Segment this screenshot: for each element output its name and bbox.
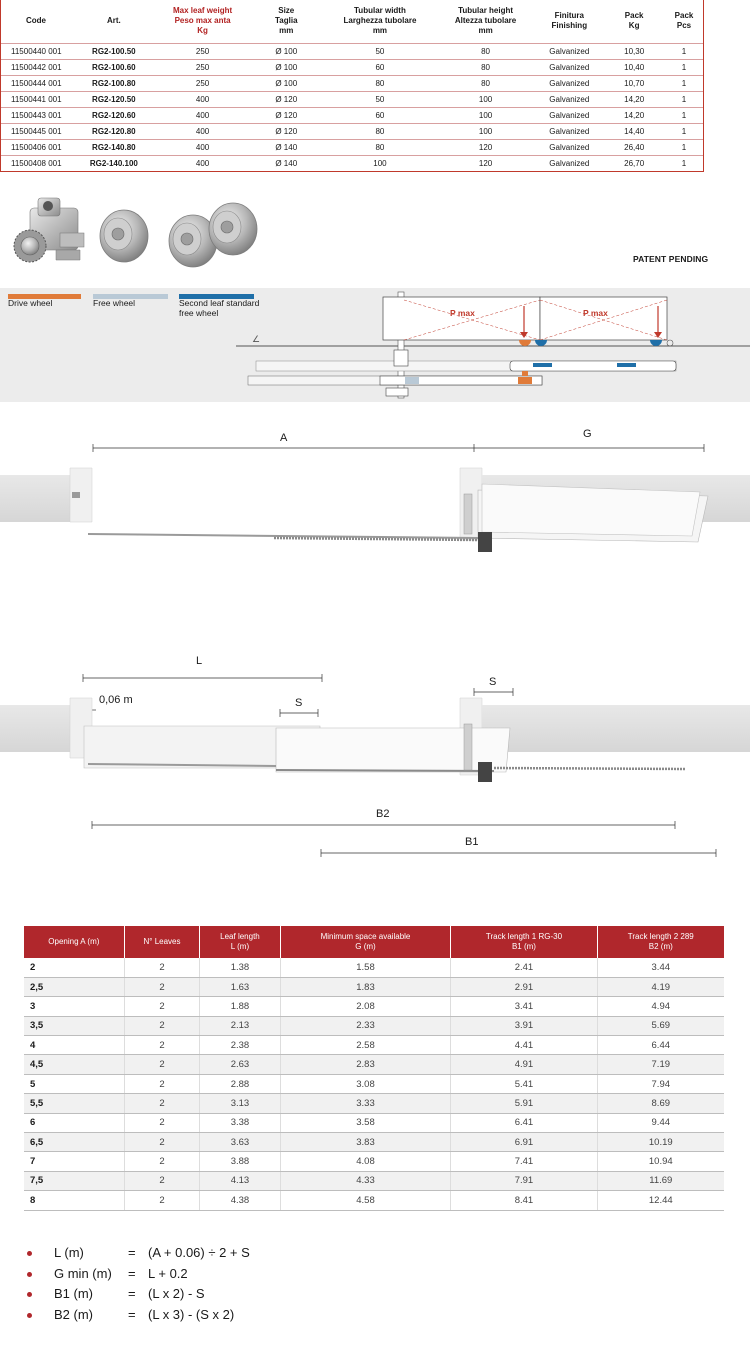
product-cell: 80	[324, 75, 436, 91]
opening-row	[24, 977, 724, 996]
product-cell: 26,40	[603, 139, 665, 155]
opening-row	[24, 1094, 724, 1113]
product-cell: 14,20	[603, 107, 665, 123]
opening-col-header-line: N° Leaves	[143, 937, 181, 946]
product-table	[0, 0, 704, 172]
opening-cell: 3.88	[200, 1152, 280, 1171]
opening-cell: 2.38	[200, 1036, 280, 1055]
drive-wheel-label: Drive wheel	[8, 298, 53, 308]
drive-wheel-marker	[519, 340, 531, 346]
opening-col-header-line: B1 (m)	[511, 942, 536, 951]
product-row	[1, 139, 703, 155]
product-row	[1, 107, 703, 123]
opening-cell: 3.33	[280, 1094, 451, 1113]
product-cell: Ø 120	[248, 91, 324, 107]
gate-schematic	[0, 288, 750, 402]
opening-cell: 3.41	[451, 997, 597, 1016]
opening-cell: 2	[124, 1036, 200, 1055]
opening-cell: 3.83	[280, 1133, 451, 1152]
opening-cell: 4.94	[597, 997, 724, 1016]
formula-row	[24, 1266, 424, 1287]
product-cell: Galvanized	[535, 43, 603, 59]
opening-cell: 2	[124, 1113, 200, 1132]
product-col-header-line: Tubular height	[458, 6, 514, 16]
product-col-header-line: Pcs	[676, 21, 692, 31]
product-cell: Galvanized	[535, 107, 603, 123]
product-cell: 1	[665, 59, 703, 75]
product-cell: 11500440 001	[1, 43, 71, 59]
product-cell: 1	[665, 107, 703, 123]
product-cell: 11500444 001	[1, 75, 71, 91]
pmax-label-1: P max	[450, 308, 475, 318]
left-wall	[0, 475, 70, 522]
leaf-2	[540, 297, 667, 340]
product-row	[1, 59, 703, 75]
formula-eq: =	[128, 1286, 136, 1301]
product-cell: RG2-100.80	[71, 75, 157, 91]
open-gate-diagram	[0, 650, 750, 860]
patent-pending-label: PATENT PENDING	[633, 254, 709, 264]
opening-col-header-line: Track length 1 RG-30	[485, 932, 563, 941]
product-col-header-line: Tubular width	[354, 6, 406, 16]
opening-cell: 3.58	[280, 1113, 451, 1132]
opening-cell: 9.44	[597, 1113, 724, 1132]
opening-cell: 3.63	[200, 1133, 280, 1152]
formula-eq: =	[128, 1306, 136, 1322]
formula-list	[24, 1245, 424, 1327]
product-table-header	[1, 0, 703, 43]
opening-cell: 2.91	[451, 977, 597, 996]
opening-cell: 2	[124, 1016, 200, 1035]
product-cell: 250	[157, 43, 249, 59]
opening-row	[24, 1016, 724, 1035]
product-images-svg	[0, 188, 750, 288]
formula-row	[24, 1245, 424, 1266]
opening-cell: 2	[124, 997, 200, 1016]
product-cell: Galvanized	[535, 75, 603, 91]
opening-cell: 7	[24, 1152, 124, 1171]
opening-cell: 4.58	[280, 1191, 451, 1210]
formula-rhs: (L x 3) - (S x 2)	[148, 1306, 235, 1322]
product-cell: 60	[324, 59, 436, 75]
dim-label-s-right: S	[489, 676, 497, 688]
product-cell: Galvanized	[535, 139, 603, 155]
product-cell: 80	[436, 43, 536, 59]
product-cell: 400	[157, 123, 249, 139]
bullet-icon	[27, 1313, 32, 1318]
opening-cell: 8	[24, 1191, 124, 1210]
product-col-header	[1, 0, 71, 43]
opening-cell: 11.69	[597, 1171, 724, 1190]
opening-cell: 4.91	[451, 1055, 597, 1074]
opening-cell: 4.08	[280, 1152, 451, 1171]
product-col-header-line: Finishing	[551, 21, 588, 31]
opening-cell: 3	[24, 997, 124, 1016]
product-cell: RG2-120.50	[71, 91, 157, 107]
product-cell: 10,70	[603, 75, 665, 91]
product-cell: Ø 100	[248, 43, 324, 59]
product-col-header-line: Larghezza tubolare	[343, 16, 417, 26]
opening-cell: 2	[124, 977, 200, 996]
formula-eq: =	[128, 1265, 136, 1281]
product-col-header	[324, 0, 436, 43]
formula-lhs: L (m)	[54, 1245, 84, 1260]
opening-cell: 5.69	[597, 1016, 724, 1035]
formula-row	[24, 1307, 424, 1328]
product-cell: 11500442 001	[1, 59, 71, 75]
opening-cell: 4.38	[200, 1191, 280, 1210]
drive-wheel-assembly-image	[14, 198, 84, 262]
opening-col-header	[24, 926, 124, 958]
opening-col-header-line: Minimum space available	[320, 932, 411, 941]
opening-cell: 7.91	[451, 1171, 597, 1190]
product-cell: 80	[324, 123, 436, 139]
opening-table	[24, 926, 724, 1211]
opening-cell: 4,5	[24, 1055, 124, 1074]
opening-cell: 6.91	[451, 1133, 597, 1152]
opening-row	[24, 1133, 724, 1152]
opening-cell: 2	[124, 1152, 200, 1171]
opening-cell: 2.88	[200, 1074, 280, 1093]
opening-cell: 2	[124, 1055, 200, 1074]
opening-cell: 7,5	[24, 1171, 124, 1190]
opening-cell: 8.69	[597, 1094, 724, 1113]
product-col-header-line: Peso max anta	[174, 16, 231, 26]
product-cell: 1	[665, 43, 703, 59]
formula-row	[24, 1286, 424, 1307]
product-cell: 10,30	[603, 43, 665, 59]
product-col-header-line: Size	[278, 6, 295, 16]
product-col-header	[248, 0, 324, 43]
opening-cell: 3.13	[200, 1094, 280, 1113]
opening-col-header-line: B2 (m)	[648, 942, 673, 951]
product-col-header	[665, 0, 703, 43]
product-cell: Ø 140	[248, 139, 324, 155]
product-col-header-line: Art.	[106, 16, 121, 26]
product-cell: Galvanized	[535, 59, 603, 75]
formula-rhs: (L x 2) - S	[148, 1286, 205, 1301]
product-row	[1, 43, 703, 59]
free-wheel-label: Free wheel	[93, 298, 136, 308]
legend-band	[0, 288, 750, 402]
product-cell: 11500443 001	[1, 107, 71, 123]
product-col-header	[157, 0, 249, 43]
product-images	[0, 188, 750, 288]
opening-cell: 2.83	[280, 1055, 451, 1074]
product-col-header-line: Pack	[674, 11, 694, 21]
right-wall	[704, 475, 750, 522]
opening-cell: 2	[124, 1191, 200, 1210]
product-cell: 10,40	[603, 59, 665, 75]
formula-lhs: B2 (m)	[54, 1306, 93, 1322]
product-cell: 1	[665, 91, 703, 107]
product-cell: 11500406 001	[1, 139, 71, 155]
product-row	[1, 75, 703, 91]
svg-text:∠: ∠	[252, 334, 261, 344]
product-col-header	[436, 0, 536, 43]
product-cell: Galvanized	[535, 123, 603, 139]
product-cell: RG2-100.50	[71, 43, 157, 59]
opening-col-header-line: Opening A (m)	[48, 937, 100, 946]
product-cell: 250	[157, 75, 249, 91]
opening-cell: 5,5	[24, 1094, 124, 1113]
leaf-1	[383, 297, 540, 340]
opening-cell: 4.13	[200, 1171, 280, 1190]
product-col-header-line: mm	[279, 26, 294, 36]
opening-cell: 2	[24, 958, 124, 977]
opening-cell: 3.44	[597, 958, 724, 977]
product-col-header-line: mm	[478, 26, 493, 36]
opening-cell: 7.41	[451, 1152, 597, 1171]
opening-cell: 7.19	[597, 1055, 724, 1074]
opening-cell: 2.41	[451, 958, 597, 977]
product-cell: 120	[436, 155, 536, 171]
product-cell: 11500445 001	[1, 123, 71, 139]
product-cell: 50	[324, 43, 436, 59]
product-cell: 100	[436, 107, 536, 123]
opening-row	[24, 1055, 724, 1074]
opening-cell: 8.41	[451, 1191, 597, 1210]
opening-row	[24, 1171, 724, 1190]
opening-cell: 7.94	[597, 1074, 724, 1093]
product-cell: 100	[324, 155, 436, 171]
dim-label-s-left: S	[295, 697, 303, 709]
opening-cell: 4.41	[451, 1036, 597, 1055]
product-col-header-line: Code	[25, 16, 46, 26]
product-cell: Ø 120	[248, 123, 324, 139]
product-cell: 1	[665, 123, 703, 139]
opening-cell: 5.41	[451, 1074, 597, 1093]
opening-cell: 2	[124, 1094, 200, 1113]
bullet-icon	[27, 1272, 32, 1277]
product-cell: Galvanized	[535, 155, 603, 171]
product-cell: RG2-120.80	[71, 123, 157, 139]
opening-cell: 2.13	[200, 1016, 280, 1035]
opening-cell: 2.08	[280, 997, 451, 1016]
product-cell: 11500408 001	[1, 155, 71, 171]
product-col-header-line: Kg	[628, 21, 640, 31]
product-cell: 80	[436, 75, 536, 91]
product-cell: 400	[157, 155, 249, 171]
opening-cell: 4.19	[597, 977, 724, 996]
opening-col-header-line: G (m)	[355, 942, 376, 951]
motor-unit	[478, 532, 492, 552]
formula-lhs: B1 (m)	[54, 1286, 93, 1301]
opening-cell: 3.38	[200, 1113, 280, 1132]
product-cell: 1	[665, 139, 703, 155]
opening-cell: 1.83	[280, 977, 451, 996]
opening-col-header-line: L (m)	[230, 942, 250, 951]
dim-label-b1: B1	[465, 836, 479, 848]
product-col-header-line: mm	[372, 26, 388, 36]
opening-cell: 10.94	[597, 1152, 724, 1171]
opening-row	[24, 1036, 724, 1055]
opening-row	[24, 1113, 724, 1132]
opening-col-header	[200, 926, 280, 958]
opening-cell: 1.63	[200, 977, 280, 996]
opening-cell: 3.08	[280, 1074, 451, 1093]
product-col-header-line: Taglia	[275, 16, 298, 26]
product-cell: 14,40	[603, 123, 665, 139]
product-cell: Ø 120	[248, 107, 324, 123]
opening-table-header	[24, 926, 724, 958]
opening-cell: 10.19	[597, 1133, 724, 1152]
product-row	[1, 155, 703, 171]
opening-cell: 6	[24, 1113, 124, 1132]
dim-label-l: L	[196, 655, 203, 667]
product-cell: 11500441 001	[1, 91, 71, 107]
opening-cell: 4	[24, 1036, 124, 1055]
product-cell: 60	[324, 107, 436, 123]
product-cell: 80	[324, 139, 436, 155]
product-cell: 1	[665, 75, 703, 91]
opening-cell: 6,5	[24, 1133, 124, 1152]
formula-rhs: (A + 0.06) ÷ 2 + S	[148, 1245, 250, 1260]
dim-label-a: A	[280, 432, 288, 444]
dim-label-g: G	[583, 428, 592, 440]
opening-col-header-line: Leaf length	[220, 932, 260, 941]
product-cell: Galvanized	[535, 91, 603, 107]
product-cell: 120	[436, 139, 536, 155]
opening-cell: 3,5	[24, 1016, 124, 1035]
opening-cell: 12.44	[597, 1191, 724, 1210]
product-col-header	[603, 0, 665, 43]
product-col-header	[535, 0, 603, 43]
opening-cell: 2	[124, 1171, 200, 1190]
product-cell: 26,70	[603, 155, 665, 171]
product-cell: 80	[436, 59, 536, 75]
product-col-header-line: Max leaf weight	[173, 6, 233, 16]
opening-col-header	[124, 926, 200, 958]
opening-col-header	[451, 926, 597, 958]
formula-lhs: G min (m)	[54, 1265, 112, 1281]
product-row	[1, 91, 703, 107]
product-cell: RG2-120.60	[71, 107, 157, 123]
second-leaf-wheel-label: Second leaf standard free wheel	[179, 298, 260, 318]
product-cell: RG2-140.80	[71, 139, 157, 155]
opening-col-header-line: Track length 2 289	[627, 932, 694, 941]
product-cell: RG2-100.60	[71, 59, 157, 75]
opening-row	[24, 1074, 724, 1093]
product-cell: 50	[324, 91, 436, 107]
opening-cell: 6.44	[597, 1036, 724, 1055]
product-col-header-line: Pack	[624, 11, 644, 21]
opening-cell: 2	[124, 958, 200, 977]
opening-row	[24, 997, 724, 1016]
opening-cell: 6.41	[451, 1113, 597, 1132]
opening-cell: 2	[124, 1133, 200, 1152]
free-wheel-image	[100, 210, 148, 262]
product-cell: Ø 100	[248, 59, 324, 75]
open-leaf-2	[276, 728, 510, 772]
product-cell: 400	[157, 107, 249, 123]
product-cell: 100	[436, 123, 536, 139]
opening-cell: 5	[24, 1074, 124, 1093]
product-col-header	[71, 0, 157, 43]
opening-row	[24, 1152, 724, 1171]
dim-label-b2: B2	[376, 808, 390, 820]
product-col-header-line: Kg	[197, 26, 208, 36]
opening-cell: 4.33	[280, 1171, 451, 1190]
opening-col-header	[597, 926, 724, 958]
opening-cell: 3.91	[451, 1016, 597, 1035]
opening-cell: 2.63	[200, 1055, 280, 1074]
opening-cell: 1.88	[200, 997, 280, 1016]
bullet-icon	[27, 1292, 32, 1297]
opening-row	[24, 1191, 724, 1210]
free-wheel-marker-2	[650, 340, 662, 346]
formula-rhs: L + 0.2	[148, 1265, 188, 1281]
product-cell: Ø 100	[248, 75, 324, 91]
product-cell: 400	[157, 139, 249, 155]
opening-cell: 1.58	[280, 958, 451, 977]
product-row	[1, 123, 703, 139]
product-cell: RG2-140.100	[71, 155, 157, 171]
closed-gate-diagram	[0, 420, 750, 580]
product-cell: 250	[157, 59, 249, 75]
opening-cell: 2.33	[280, 1016, 451, 1035]
product-col-header-line: Finitura	[554, 11, 584, 21]
opening-cell: 1.38	[200, 958, 280, 977]
opening-cell: 5.91	[451, 1094, 597, 1113]
formula-eq: =	[128, 1245, 136, 1260]
free-wheel-marker-1	[535, 340, 547, 346]
opening-cell: 2.58	[280, 1036, 451, 1055]
bullet-icon	[27, 1251, 32, 1256]
product-cell: 100	[436, 91, 536, 107]
product-cell: Ø 140	[248, 155, 324, 171]
opening-row	[24, 958, 724, 977]
wheel-pair-image	[169, 203, 257, 267]
opening-cell: 2,5	[24, 977, 124, 996]
pmax-label-2: P max	[583, 308, 608, 318]
product-cell: 400	[157, 91, 249, 107]
product-cell: 1	[665, 155, 703, 171]
product-cell: 14,20	[603, 91, 665, 107]
opening-cell: 2	[124, 1074, 200, 1093]
product-col-header-line: Altezza tubolare	[454, 16, 517, 26]
dim-label-gap: 0,06 m	[99, 694, 133, 706]
opening-col-header	[280, 926, 451, 958]
